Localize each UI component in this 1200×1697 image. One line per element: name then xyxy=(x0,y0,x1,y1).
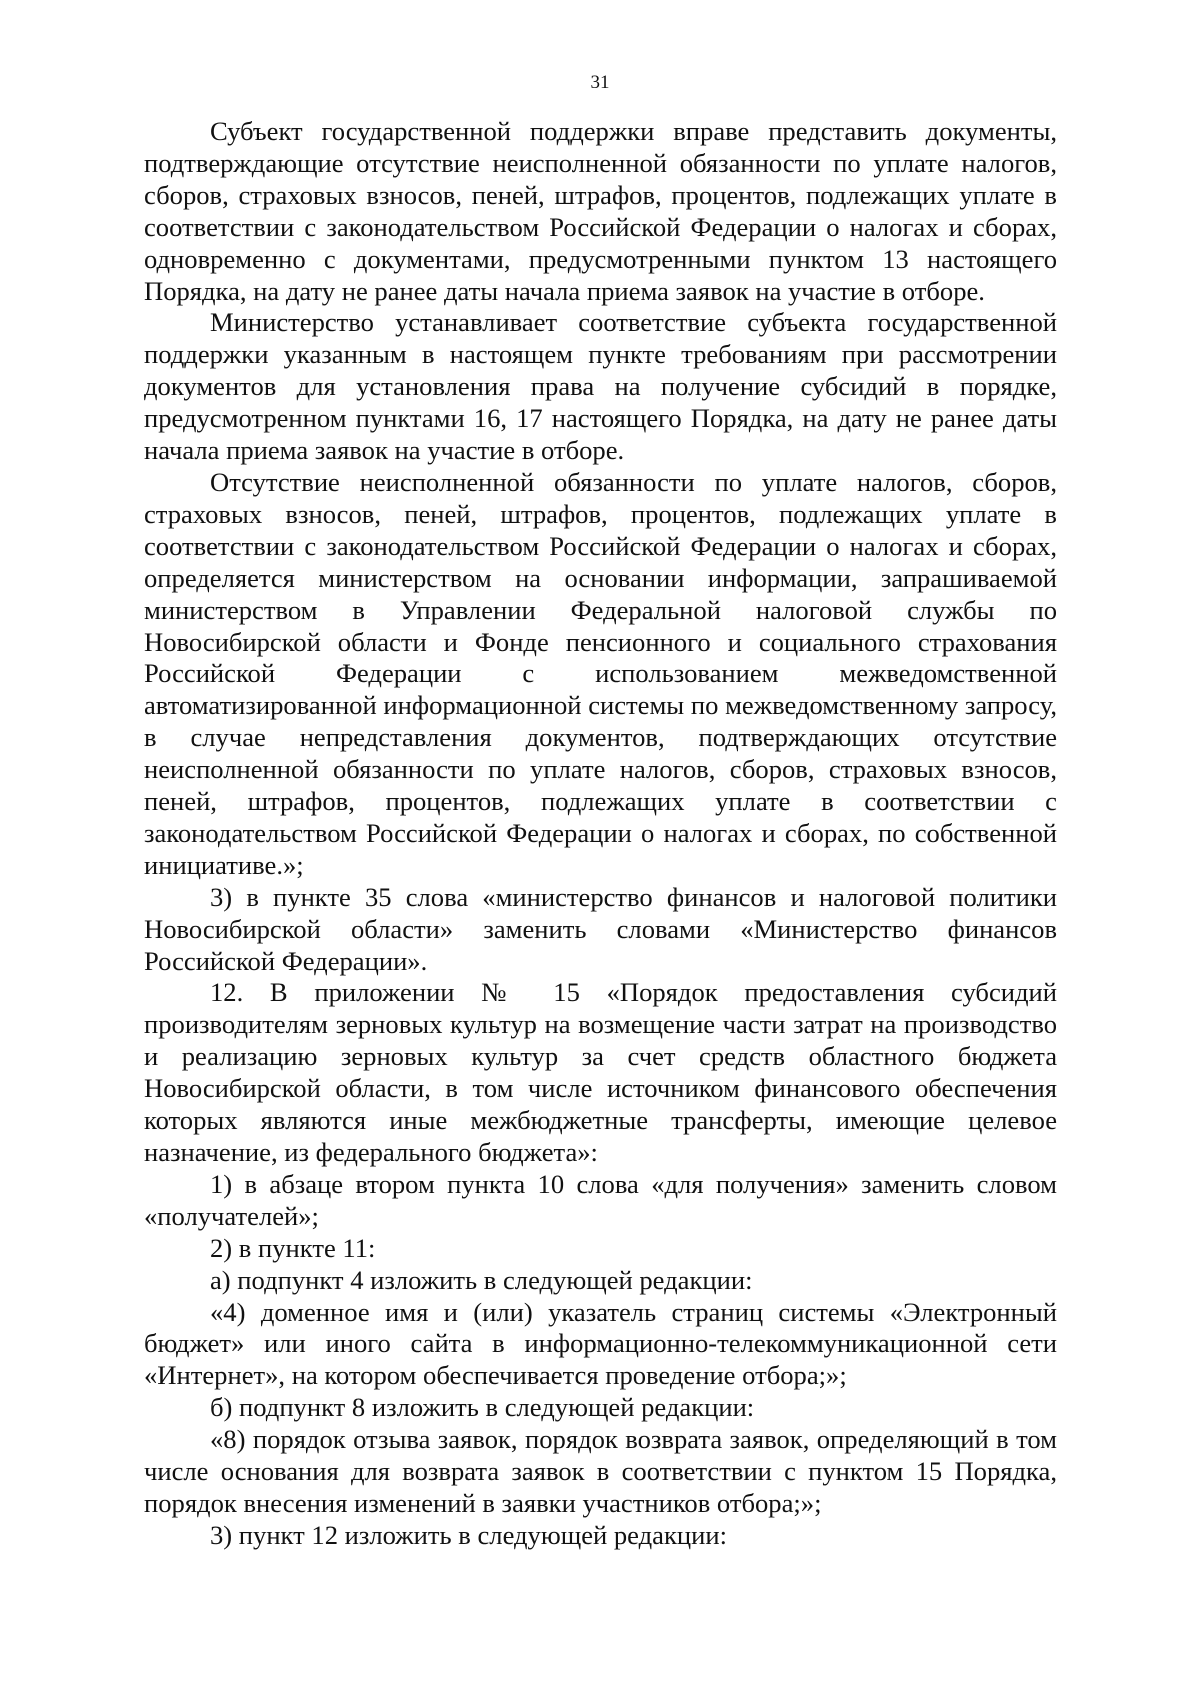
paragraph: б) подпункт 8 изложить в следующей редакции: xyxy=(210,1392,755,1423)
paragraph: 12. В приложении № 15 «Порядок предоставления субсидий производителям зерновых культур на возмещение части затрат на производство и реализацию зерновых культур за счет средств областного бюджета Новосибирской области, в том числе источником финансового обеспечения которых являются иные межбюджетные трансферты, имеющие целевое назначение, из федерального бюджета»: xyxy=(144,977,1057,1167)
paragraph: а) подпункт 4 изложить в следующей редакции: xyxy=(210,1264,753,1295)
paragraph: Субъект государственной поддержки вправе представить документы, подтверждающие отсутствие неисполненной обязанности по уплате налогов, сборов, страховых взносов, пеней, штрафов, процентов, подлежащих уплате в соответствии с законодательством Российской Федерации о налогах и сборах, одновременно с документами, предусмотренными пунктом 13 настоящего Порядка, на дату не ранее даты начала приема заявок на участие в отборе. xyxy=(144,116,1057,306)
document-body xyxy=(144,116,1057,1552)
paragraph: 2) в пункте 11: xyxy=(210,1232,376,1263)
page-number: 31 xyxy=(590,72,610,93)
paragraph: 1) в абзаце втором пункта 10 слова «для получения» заменить словом «получателей»; xyxy=(144,1168,1057,1231)
paragraph: 3) пункт 12 изложить в следующей редакции: xyxy=(210,1519,727,1550)
paragraph: «8) порядок отзыва заявок, порядок возврата заявок, определяющий в том числе основания для возврата заявок в соответствии с пунктом 15 Порядка, порядок внесения изменений в заявки участников отбора;»; xyxy=(144,1424,1057,1518)
paragraph: Отсутствие неисполненной обязанности по уплате налогов, сборов, страховых взносов, пеней, штрафов, процентов, подлежащих уплате в соответствии с законодательством Российской Федерации о налогах и сборах, определяется министерством на основании информации, запрашиваемой министерством в Управлении Федеральной налоговой службы по Новосибирской области и Фонде пенсионного и социального страхования Российской Федерации с использованием межведомственной автоматизированной информационной системы по межведомственному запросу, в случае непредставления документов, подтверждающих отсутствие неисполненной обязанности по уплате налогов, сборов, страховых взносов, пеней, штрафов, процентов, подлежащих уплате в соответствии с законодательством Российской Федерации о налогах и сборах, по собственной инициативе.»; xyxy=(144,466,1057,880)
paragraph: «4) доменное имя и (или) указатель страниц системы «Электронный бюджет» или иного сайта в информационно-телекоммуникационной сети «Интернет», на котором обеспечивается проведение отбора;»; xyxy=(144,1296,1057,1391)
paragraph: Министерство устанавливает соответствие субъекта государственной поддержки указанным в настоящем пункте требованиям при рассмотрении документов для установления права на получение субсидий в порядке, предусмотренном пунктами 16, 17 настоящего Порядка, на дату не ранее даты начала приема заявок на участие в отборе. xyxy=(144,307,1057,466)
paragraph: 3) в пункте 35 слова «министерство финансов и налоговой политики Новосибирской области» заменить словами «Министерство финансов Российской Федерации». xyxy=(144,881,1057,976)
